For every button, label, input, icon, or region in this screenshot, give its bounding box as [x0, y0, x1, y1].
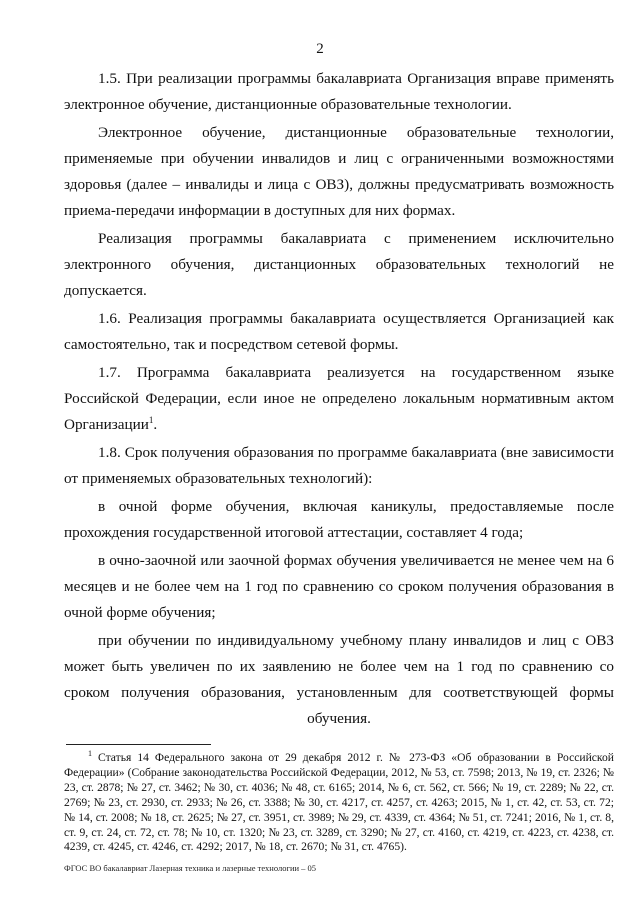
paragraph-1-8: 1.8. Срок получения образования по программе бакалавриата (вне зависимости от применяемых образовательных технологий):	[64, 444, 614, 487]
paragraph-1-6: 1.6. Реализация программы бакалавриата осуществляется Организацией как самостоятельно, так и посредством сетевой формы.	[64, 310, 614, 353]
paragraph-1-7	[64, 360, 614, 438]
paragraph-exclusive-e-learning: Реализация программы бакалавриата с применением исключительно электронного обучения, дистанционных образовательных технологий не допускается.	[64, 230, 614, 299]
paragraph-full-time: в очной форме обучения, включая каникулы, предоставляемые после прохождения государственной итоговой аттестации, составляет 4 года;	[64, 498, 614, 541]
paragraph-part-time: в очно-заочной или заочной формах обучения увеличивается не менее чем на 6 месяцев и не более чем на 1 год по сравнению со сроком получения образования в очной форме обучения;	[64, 552, 614, 621]
paragraph-1-7-end: .	[153, 416, 158, 433]
document-body	[64, 66, 614, 734]
paragraph-1-7-text: 1.7. Программа бакалавриата реализуется на государственном языке Российской Федерации, если иное не определено локальным нормативным актом Организации	[64, 364, 614, 433]
footnote-text: Статья 14 Федерального закона от 29 декабря 2012 г. № 273-ФЗ «Об образовании в Российской Федерации» (Собрание законодательства Российской Федерации, 2012, № 53, ст. 7598; 2013, № 19, ст. 2326; № 23, ст. 2878; № 27, ст. 3462; № 30, ст. 4036; № 48, ст. 6165; 2014, № 6, ст. 562, ст. 566; № 19, ст. 2289; № 22, ст. 2769; № 23, ст. 2930, ст. 2933; № 26, ст. 3388; № 30, ст. 4217, ст. 4257, ст. 4263; 2015, № 1, ст. 42, ст. 53, ст. 72; № 14, ст. 2008; № 18, ст. 2625; № 27, ст. 3951, ст. 3989; № 29, ст. 4339, ст. 4364; № 51, ст. 7241; 2016, № 1, ст. 8, ст. 9, ст. 24, ст. 72, ст. 78; № 10, ст. 1320; № 23, ст. 3289, ст. 3290; № 27, ст. 4160, ст. 4219, ст. 4223, ст. 4238, ст. 4239, ст. 4245, ст. 4246, ст. 4292; 2017, № 18, ст. 2670; № 31, ст. 4765).	[64, 751, 614, 854]
paragraph-individual-plan: при обучении по индивидуальному учебному плану инвалидов и лиц с ОВЗ может быть увеличен по их заявлению не более чем на 1 год по сравнению со сроком получения образования, установленным для соответствующей формы обучения.	[64, 632, 614, 727]
footnote	[64, 751, 614, 855]
footnote-separator	[66, 744, 211, 745]
footnote-marker: 1	[88, 749, 92, 759]
paragraph-1-5: 1.5. При реализации программы бакалавриата Организация вправе применять электронное обучение, дистанционные образовательные технологии.	[64, 70, 614, 113]
footnote-reference: 1	[148, 414, 154, 425]
page-footer: ФГОС ВО бакалавриат Лазерная техника и лазерные технологии – 05	[64, 863, 317, 873]
page-number: 2	[316, 41, 324, 57]
paragraph-distance-learning-ovz: Электронное обучение, дистанционные образовательные технологии, применяемые при обучении инвалидов и лиц с ограниченными возможностями здоровья (далее – инвалиды и лица с ОВЗ), должны предусматривать возможность приема-передачи информации в доступных для них формах.	[64, 124, 614, 219]
